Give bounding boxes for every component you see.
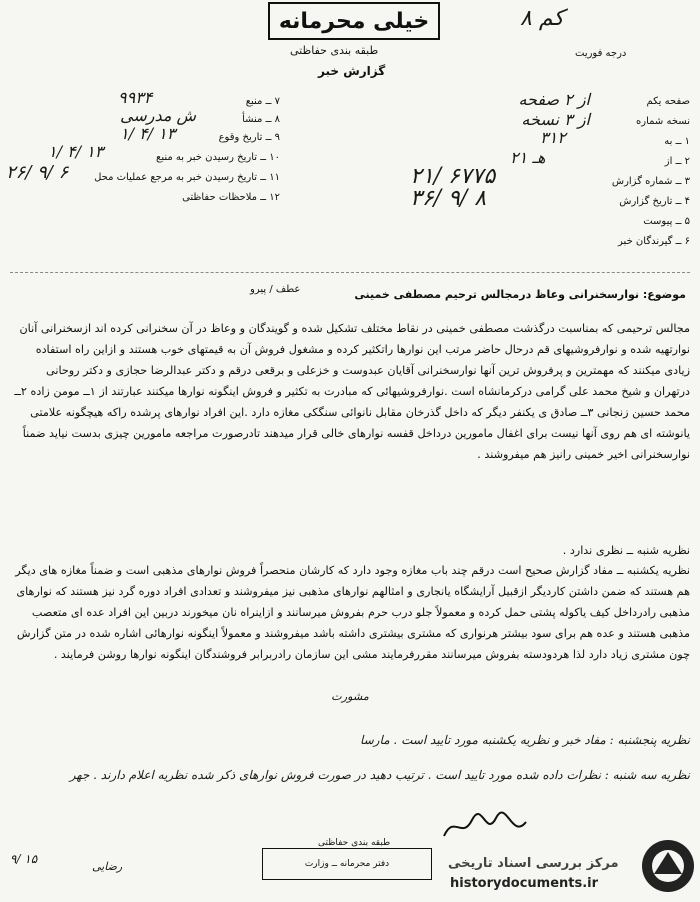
form-title: گزارش خبر <box>318 64 386 78</box>
signature-scribble <box>440 810 530 844</box>
saturday-opinion: نظریه شنبه ــ نظری ندارد . <box>562 544 690 557</box>
right-field-label: ۶ ــ گیرندگان خبر <box>618 236 690 247</box>
right-field-label: ۲ ــ از <box>664 156 690 167</box>
left-field-label: ۱۰ ــ تاریخ رسیدن خبر به منبع <box>156 152 280 163</box>
watermark-url: historydocuments.ir <box>450 876 599 891</box>
right-field-value: ۲۱ هـ <box>510 148 546 167</box>
right-field-label: ۳ ــ شماره گزارش <box>611 176 690 187</box>
header-divider <box>10 272 690 273</box>
left-field-label: ۷ ــ منبع <box>245 96 280 107</box>
right-field-label: ۴ ــ تاریخ گزارش <box>619 196 690 207</box>
right-field-value: ۳۱۲ <box>540 128 566 147</box>
left-field-label: ۱۱ ــ تاریخ رسیدن خبر به مرجع عملیات محل <box>94 172 280 183</box>
right-field-value: از ۳ نسخه <box>521 110 590 129</box>
left-field-label: ۸ ــ منشأ <box>242 114 280 125</box>
thursday-note: نظریه پنجشنبه : مفاد خبر و نظریه یکشنبه مورد تایید است . مارسا <box>360 733 690 747</box>
classification-label: طبقه بندی حفاظتی <box>290 44 379 57</box>
left-field-label: ۱۲ ــ ملاحظات حفاظتی <box>182 192 280 203</box>
right-field-value: از ۲ صفحه <box>518 90 590 109</box>
left-field-value: ۲۶/ ۹/ ۶ <box>6 162 69 183</box>
subject-line: موضوع: نوارسخنرانی وعاظ درمجالس ترحیم مصطفی خمینی <box>354 288 686 301</box>
document-title: خیلی محرمانه <box>268 2 440 40</box>
watermark-org: مرکز بررسی اسناد تاریخی <box>448 856 619 871</box>
report-paragraph: مجالس ترحیمی که بمناسبت درگذشت مصطفی خمینی در نقاط مختلف تشکیل شده و گویندگان و وعاظ در آن سخنرانی کرده اند ازسخنرانی آنان نوارتهیه شده و نوارفروشیهای قم درحال حاضر مرتب این نوارها راتکثیر کرده و مشغول فروش آن به قیمتهای خوب هستند و ازاین راه استفاده زیادی میکنند که مهمترین و پرفروش ترین آنها نوارسخنرانی آقایان عبدوست و خزعلی و برقعی درقم و دکتر عبدالرضا حجازی و دکتر روحانی درتهران و شیخ محمد علی گرامی درکرمانشاه است .نوارفروشیهائی که مبادرت به تکثیر و فروش اینگونه نوارها میکنند عبارتند از ۱ــ مومن زاده ۲ــ محمد حسین زنجانی ۳ــ صادق ی یکنفر دیگر که داخل گذرخان مقابل نانوائی سنگکی مغازه دارد .این افراد نوارهای پرشده راکه هیچگونه علامتی یانوشته ای هم روی آنها نیست برای اغفال مامورین درداخل قفسه نوارهای خالی قرار میدهند تادرصورت مراجعه مامورین چیزی بدست نیاید ضمناً نوارسخنرانی اخیر خمینی رانیز هم میفروشند . <box>14 322 690 461</box>
archive-logo-icon <box>640 838 696 894</box>
right-field-value: ۲۱/ ۶۷۷۵ <box>410 164 496 189</box>
sunday-opinion: نظریه یکشنبه ــ مفاد گزارش صحیح است درقم چند باب مغازه وجود دارد که کارشان منحصراً فروش نوارهای مذهبی است و ضمناً مغازه های دیگر هم هستند که ضمن داشتن کاردیگر ازقبیل آرایشگاه یانجاری و امثالهم نوارهای مذهبی نیز میفروشند و تعدادی افراد دوره گرد نیز هستند که نوارهای مذهبی رادرداخل کیف یاکوله پشتی حمل کرده و معمولاً جلو درب حرم بفروش میرسانند و ازاینراه نان میخورند دربین این افراد عده ای متعصب مذهبی هستند و عده هم برای سود بیشتر هرنواری که مشتری بیشتری داشته باشد میفروشند و معمولاً اینگونه نوارهائی اشاره شده در متن گزارش چون مشتری زیاد دارد لذا هردودسته بفروش میرسانند مقررفرمایند مشی این سازمان رادربرابر فروشندگان اینگونه نوارها روشن فرمایند . <box>15 564 690 661</box>
right-field-label: ۵ ــ پیوست <box>643 216 690 227</box>
left-field-label: ۹ ــ تاریخ وقوع <box>218 132 280 143</box>
priority-handwritten: ۸ کم <box>520 6 564 31</box>
tuesday-note: نظریه سه شنبه : نظرات داده شده مورد تایید است . ترتیب دهید در صورت فروش نوارهای ذکر شده نظریه اعلام دارند . جهر <box>69 768 690 782</box>
right-field-label: صفحه یکم <box>646 96 690 107</box>
priority-label: درجه فوریت <box>575 48 627 59</box>
footer-classification: طبقه بندی حفاظتی <box>318 838 391 848</box>
handwritten-mark: مشورت <box>331 690 369 703</box>
left-field-value: ۱/ ۴/ ۱۳ <box>120 124 176 143</box>
right-field-value: ۳۶/ ۹/ ۸ <box>410 186 487 211</box>
right-field-label: ۱ ــ به <box>664 136 690 147</box>
right-field-label: نسخه شماره <box>636 116 690 127</box>
handwritten-date: ۹/ ۱۵ <box>10 852 38 866</box>
left-field-value: ۱/ ۴/ ۱۳ <box>48 142 104 161</box>
left-field-value: ش مدرسی <box>120 106 197 125</box>
left-signature: رضایی <box>92 860 123 873</box>
left-field-value: ۹۹۳۴ <box>118 88 153 107</box>
reference-note: عطف / پیرو <box>250 284 301 295</box>
confidential-stamp: دفتر محرمانه ــ وزارت <box>262 848 432 880</box>
